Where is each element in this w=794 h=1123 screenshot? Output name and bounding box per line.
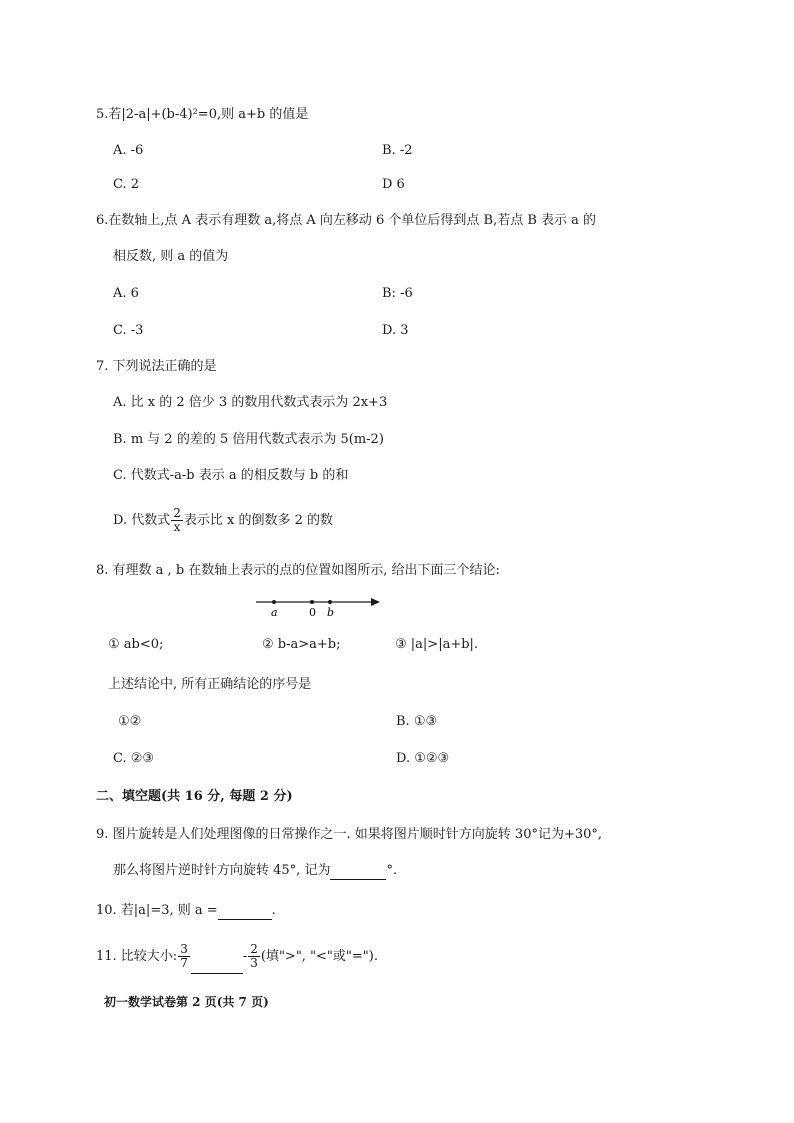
q8-option-d: D. ①②③ — [396, 751, 450, 766]
fraction-numerator: 2 — [173, 506, 181, 520]
point-b — [328, 600, 332, 604]
q10 — [96, 902, 276, 920]
q5-option-d: D 6 — [382, 177, 405, 192]
q8-prompt: 上述结论中, 所有正确结论的序号是 — [108, 677, 312, 692]
q9-answer-blank[interactable] — [330, 865, 386, 880]
q5-option-a: A. -6 — [113, 143, 144, 158]
fraction-denominator: x — [173, 520, 181, 534]
q8-conclusion-2: ② b-a>a+b; — [262, 637, 341, 652]
q9-line2-suffix: °. — [386, 863, 398, 878]
q10-suffix: . — [271, 903, 276, 918]
fraction-numerator: 3 — [180, 942, 188, 956]
q8-option-a: ①② — [118, 714, 142, 729]
q6-stem-line1: 6.在数轴上,点 A 表示有理数 a,将点 A 向左移动 6 个单位后得到点 B,若点 B 表示 a 的 — [96, 213, 597, 228]
q7-option-d-fraction — [171, 507, 183, 534]
q5-option-c: C. 2 — [113, 177, 140, 192]
q9-line2-prefix: 那么将图片逆时针方向旋转 45°, 记为 — [113, 863, 331, 878]
q11-answer-blank[interactable] — [191, 955, 243, 974]
q6-option-b: B: -6 — [382, 286, 413, 301]
q6-option-c: C. -3 — [113, 323, 144, 338]
number-line-arrow-icon — [371, 598, 380, 606]
q6-option-d: D. 3 — [382, 323, 409, 338]
label-zero: 0 — [309, 606, 316, 619]
q9-line2 — [113, 862, 397, 880]
q11-fraction-2 — [248, 943, 260, 970]
q11-suffix: (填">", "<"或"="). — [260, 949, 378, 964]
q11-fraction-1 — [178, 943, 190, 970]
q7-option-b: B. m 与 2 的差的 5 倍用代数式表示为 5(m-2) — [113, 432, 384, 447]
point-zero — [310, 600, 314, 604]
q8-conclusion-1: ① ab<0; — [108, 637, 164, 652]
fraction-denominator: 7 — [180, 956, 188, 970]
q10-prefix: 10. 若|a|=3, 则 a = — [96, 903, 218, 918]
q7-stem: 7. 下列说法正确的是 — [96, 359, 217, 374]
label-a: a — [271, 606, 278, 619]
q10-answer-blank[interactable] — [218, 905, 272, 920]
q8-conclusion-3: ③ |a|>|a+b|. — [395, 637, 479, 652]
q5-option-b: B. -2 — [382, 143, 413, 158]
page-footer: 初一数学试卷第 2 页(共 7 页) — [104, 995, 269, 1009]
q6-option-a: A. 6 — [113, 286, 139, 301]
label-b: b — [327, 606, 335, 619]
number-line — [250, 592, 390, 622]
q11 — [96, 940, 378, 974]
q7-option-d — [113, 506, 333, 536]
q5-stem: 5.若|2-a|+(b-4)²=0,则 a+b 的值是 — [96, 107, 309, 122]
q8-option-b: B. ①③ — [396, 714, 438, 729]
q7-option-a: A. 比 x 的 2 倍少 3 的数用代数式表示为 2x+3 — [113, 395, 388, 410]
q11-minus-sign: - — [242, 949, 248, 964]
q8-stem: 8. 有理数 a , b 在数轴上表示的点的位置如图所示, 给出下面三个结论: — [96, 563, 500, 578]
fraction-denominator: 3 — [250, 956, 258, 970]
q7-option-c: C. 代数式-a-b 表示 a 的相反数与 b 的和 — [113, 468, 349, 483]
q8-option-c: C. ②③ — [113, 751, 155, 766]
q7-option-d-suffix: 表示比 x 的倒数多 2 的数 — [183, 513, 334, 528]
q7-option-d-prefix: D. 代数式 — [113, 513, 171, 528]
q6-stem-line2: 相反数, 则 a 的值为 — [113, 249, 229, 264]
point-a — [272, 600, 276, 604]
q11-prefix: 11. 比较大小: — [96, 949, 178, 964]
fraction-numerator: 2 — [250, 942, 258, 956]
q9-line1: 9. 图片旋转是人们处理图像的日常操作之一. 如果将图片顺时针方向旋转 30°记为+30°, — [96, 827, 603, 842]
section-title: 二、填空题(共 16 分, 每题 2 分) — [96, 789, 293, 804]
